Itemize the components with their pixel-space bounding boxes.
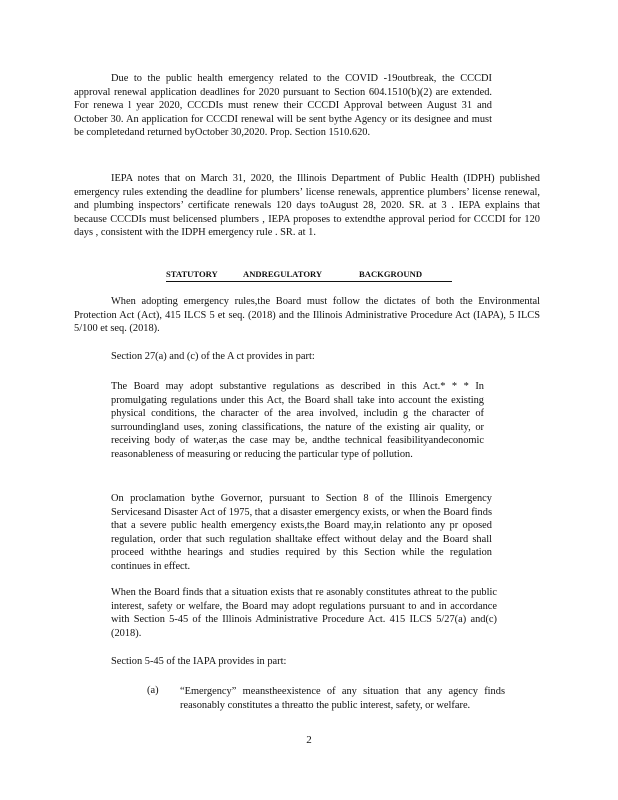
list-item-emergency-definition: “Emergency” meanstheexistence of any situation that any agency finds reasonably constitutes a threatto the public interest, safety, or welfare.: [180, 686, 505, 711]
paragraph-section-27-intro: Section 27(a) and (c) of the A ct provides in part:: [111, 351, 315, 362]
paragraph-when-adopting: When adopting emergency rules,the Board must follow the dictates of both the Environmental Protection Act (Act), 415 ILCS 5 et seq. (2018) and the Illinois Administrative Procedure Act (IAPA), 5 ILCS 5/100 et seq. (2018).: [74, 296, 540, 335]
list-item-label: (a): [147, 685, 159, 696]
paragraph-iepa-notes: IEPA notes that on March 31, 2020, the Illinois Department of Public Health (IDPH) published emergency rules extending the deadline for plumbers’ license renewals, apprentice plumbers’ license renewal, and plumbing inspectors’ certificate renewals 120 days toAugust 28, 2020. SR. at 3 . IEPA explains that because CCCDIs must belicensed plumbers , IEPA proposes to extendthe approval period for CCCDI for 120 days , consistent with the IDPH emergency rule . SR. at 1.: [74, 173, 540, 239]
heading-word-statutory: STATUTORY: [166, 269, 218, 279]
quote-proclamation: On proclamation bythe Governor, pursuant to Section 8 of the Illinois Emergency Servicesand Disaster Act of 1975, that a disaster emergency exists, or when the Board finds that a severe public health emergency exists,the Board may,in relationto any pr oposed regulation, order that such regulation shalltake effect without delay and the Board shall proceed withthe hearings and studies required by this Section while the regulation continues in effect.: [111, 493, 492, 572]
section-heading: [166, 268, 452, 282]
page-number: 2: [306, 734, 312, 746]
quote-substantive-regulations: The Board may adopt substantive regulations as described in this Act.* * * In promulgating regulations under this Act, the Board shall take into account the existing physical conditions, the character of the area involved, includin g the character of surroundingland uses, zoning classifications, the nature of the existing air quality, or receiving body of water,as the case may be, andthe technical feasibilityandeconomic reasonableness of measuring or reducing the particular type of pollution.: [111, 381, 484, 460]
heading-word-background: BACKGROUND: [359, 269, 423, 279]
paragraph-covid-deadlines: Due to the public health emergency related to the COVID -19outbreak, the CCCDI approval renewal application deadlines for 2020 pursuant to Section 604.1510(b)(2) are extended. For renewa l year 2020, CCCDIs must renew their CCCDI Approval between August 31 and October 30. An application for CCCDI renewal will be sent bythe Agency or its designee and must be completedand returned byOctober 30,2020. Prop. Section 1510.620.: [74, 73, 492, 139]
quote-threat: When the Board finds that a situation exists that re asonably constitutes athreat to the public interest, safety or welfare, the Board may adopt regulations pursuant to and in accordance with Section 5-45 of the Illinois Administrative Procedure Act. 415 ILCS 5/27(a) and(c) (2018).: [111, 587, 497, 639]
paragraph-section-545-intro: Section 5-45 of the IAPA provides in part:: [111, 656, 287, 667]
heading-word-andregulatory: ANDREGULATORY: [243, 269, 323, 279]
